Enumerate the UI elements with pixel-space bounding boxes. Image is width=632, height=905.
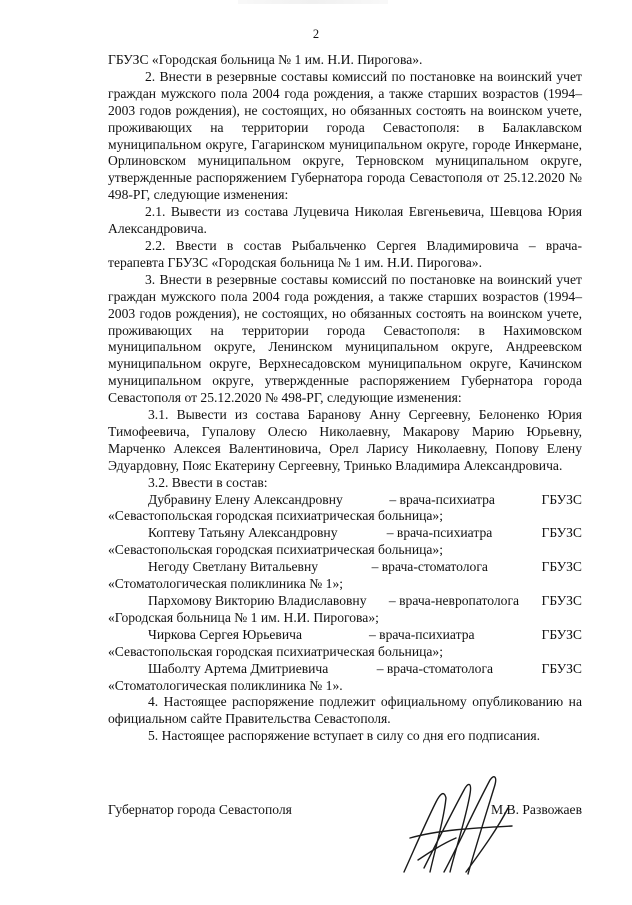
paragraph-2: 2. Внести в резервные составы комиссий по постановке на воинский учет граждан мужского пола 2004 года рождения, а также старших возрастов (1994–2003 годов рождения), не состоящих, но обязанных состоять на воинском учете, проживающих на территории города Севастополя: в Балаклавском муниципальном округе, Гагаринском муниципальном округе, городе Инкермане, Орлиновском муниципальном округе, Терновском муниципальном округе, утвержденные распоряжением Губернатора города Севастополя от 25.12.2020 № 498-РГ, следующие изменения: <box>108 68 582 203</box>
paragraph-2-1: 2.1. Вывести из состава Луцевича Николая Евгеньевича, Шевцова Юрия Александровича. <box>108 204 582 237</box>
appointee-institution: «Севастопольская городская психиатрическая больница»; <box>108 508 443 524</box>
paragraph-3: 3. Внести в резервные составы комиссий по постановке на воинский учет граждан мужского пола 2004 года рождения, а также старших возрастов (1994–2003 годов рождения), не состоящих, но обязанных состоять на воинском учете, проживающих на территории города Севастополя: в Нахимовском муниципальном округе, Ленинском муниципальном округе, Андреевском муниципальном округе, Верхнесадовском муниципальном округе, Качинском муниципальном округе, утвержденные распоряжением Губернатора города Севастополя от 25.12.2020 № 498-РГ, следующие изменения: <box>108 271 582 406</box>
appointee-org: ГБУЗС <box>541 593 582 608</box>
appointee-name: Пархомову Викторию Владиславовну <box>148 593 367 608</box>
appointee-entry <box>108 559 582 593</box>
signatory-position: Губернатор города Севастополя <box>108 802 292 817</box>
appointee-entry <box>108 492 582 526</box>
paragraph-2-2: 2.2. Ввести в состав Рыбальченко Сергея Владимировича – врача-терапевта ГБУЗС «Городская больница № 1 им. Н.И. Пирогова». <box>108 237 582 270</box>
appointee-role: – врача-стоматолога <box>376 660 494 676</box>
appointee-org: ГБУЗС <box>541 660 582 676</box>
appointee-entry <box>108 593 582 627</box>
appointee-role: – врача-невропатолога <box>388 593 520 608</box>
signatory-name: М.В. Развожаев <box>491 802 582 817</box>
appointee-institution: «Городская больница № 1 им. Н.И. Пирогова»; <box>108 609 379 625</box>
paragraph-5: 5. Настоящее распоряжение вступает в силу со дня его подписания. <box>148 728 541 744</box>
page-number: 2 <box>312 27 320 41</box>
appointee-institution: «Стоматологическая поликлиника № 1». <box>108 677 343 693</box>
appointee-role: – врача-психиатра <box>386 525 493 541</box>
appointee-institution: «Севастопольская городская психиатрическая больница»; <box>108 643 443 659</box>
appointee-entry <box>108 661 582 695</box>
appointee-entry <box>108 525 582 559</box>
appointee-org: ГБУЗС <box>541 626 582 642</box>
appointee-name: Коптеву Татьяну Александровну <box>148 525 338 541</box>
paragraph-continued: ГБУЗС «Городская больница № 1 им. Н.И. Пирогова». <box>108 52 423 67</box>
appointee-role: – врача-психиатра <box>368 626 475 642</box>
appointee-entry <box>108 627 582 661</box>
handwritten-signature-icon <box>380 768 540 888</box>
document-body <box>108 52 582 745</box>
appointee-name: Шаболту Артема Дмитриевича <box>148 660 329 676</box>
paragraph-4: 4. Настоящее распоряжение подлежит официальному опубликованию на официальном сайте Правительства Севастополя. <box>108 694 582 727</box>
appointee-name: Дубравину Елену Александровну <box>148 491 343 507</box>
appointee-name: Чиркова Сергея Юрьевича <box>148 626 302 642</box>
appointee-org: ГБУЗС <box>541 559 582 575</box>
appointee-org: ГБУЗС <box>541 525 582 541</box>
paragraph-3-1: 3.1. Вывести из состава Баранову Анну Сергеевну, Белоненко Юрия Тимофеевича, Гупалову Олесю Николаевну, Макарову Марию Юрьевну, Марченко Алексея Валентиновича, Орел Ларису Николаевну, Попову Елену Эдуардовну, Пояс Екатерину Сергеевну, Тринько Владимира Александровича. <box>108 407 582 473</box>
appointee-name: Негоду Светлану Витальевну <box>148 559 319 575</box>
paragraph-3-2: 3.2. Ввести в состав: <box>148 474 268 490</box>
appointee-role: – врача-стоматолога <box>371 559 488 575</box>
header-scan-artifact <box>238 0 388 4</box>
appointee-institution: «Севастопольская городская психиатрическая больница»; <box>108 542 443 558</box>
appointee-role: – врача-психиатра <box>389 491 495 507</box>
appointee-institution: «Стоматологическая поликлиника № 1»; <box>108 576 344 592</box>
appointee-org: ГБУЗС <box>541 491 582 507</box>
